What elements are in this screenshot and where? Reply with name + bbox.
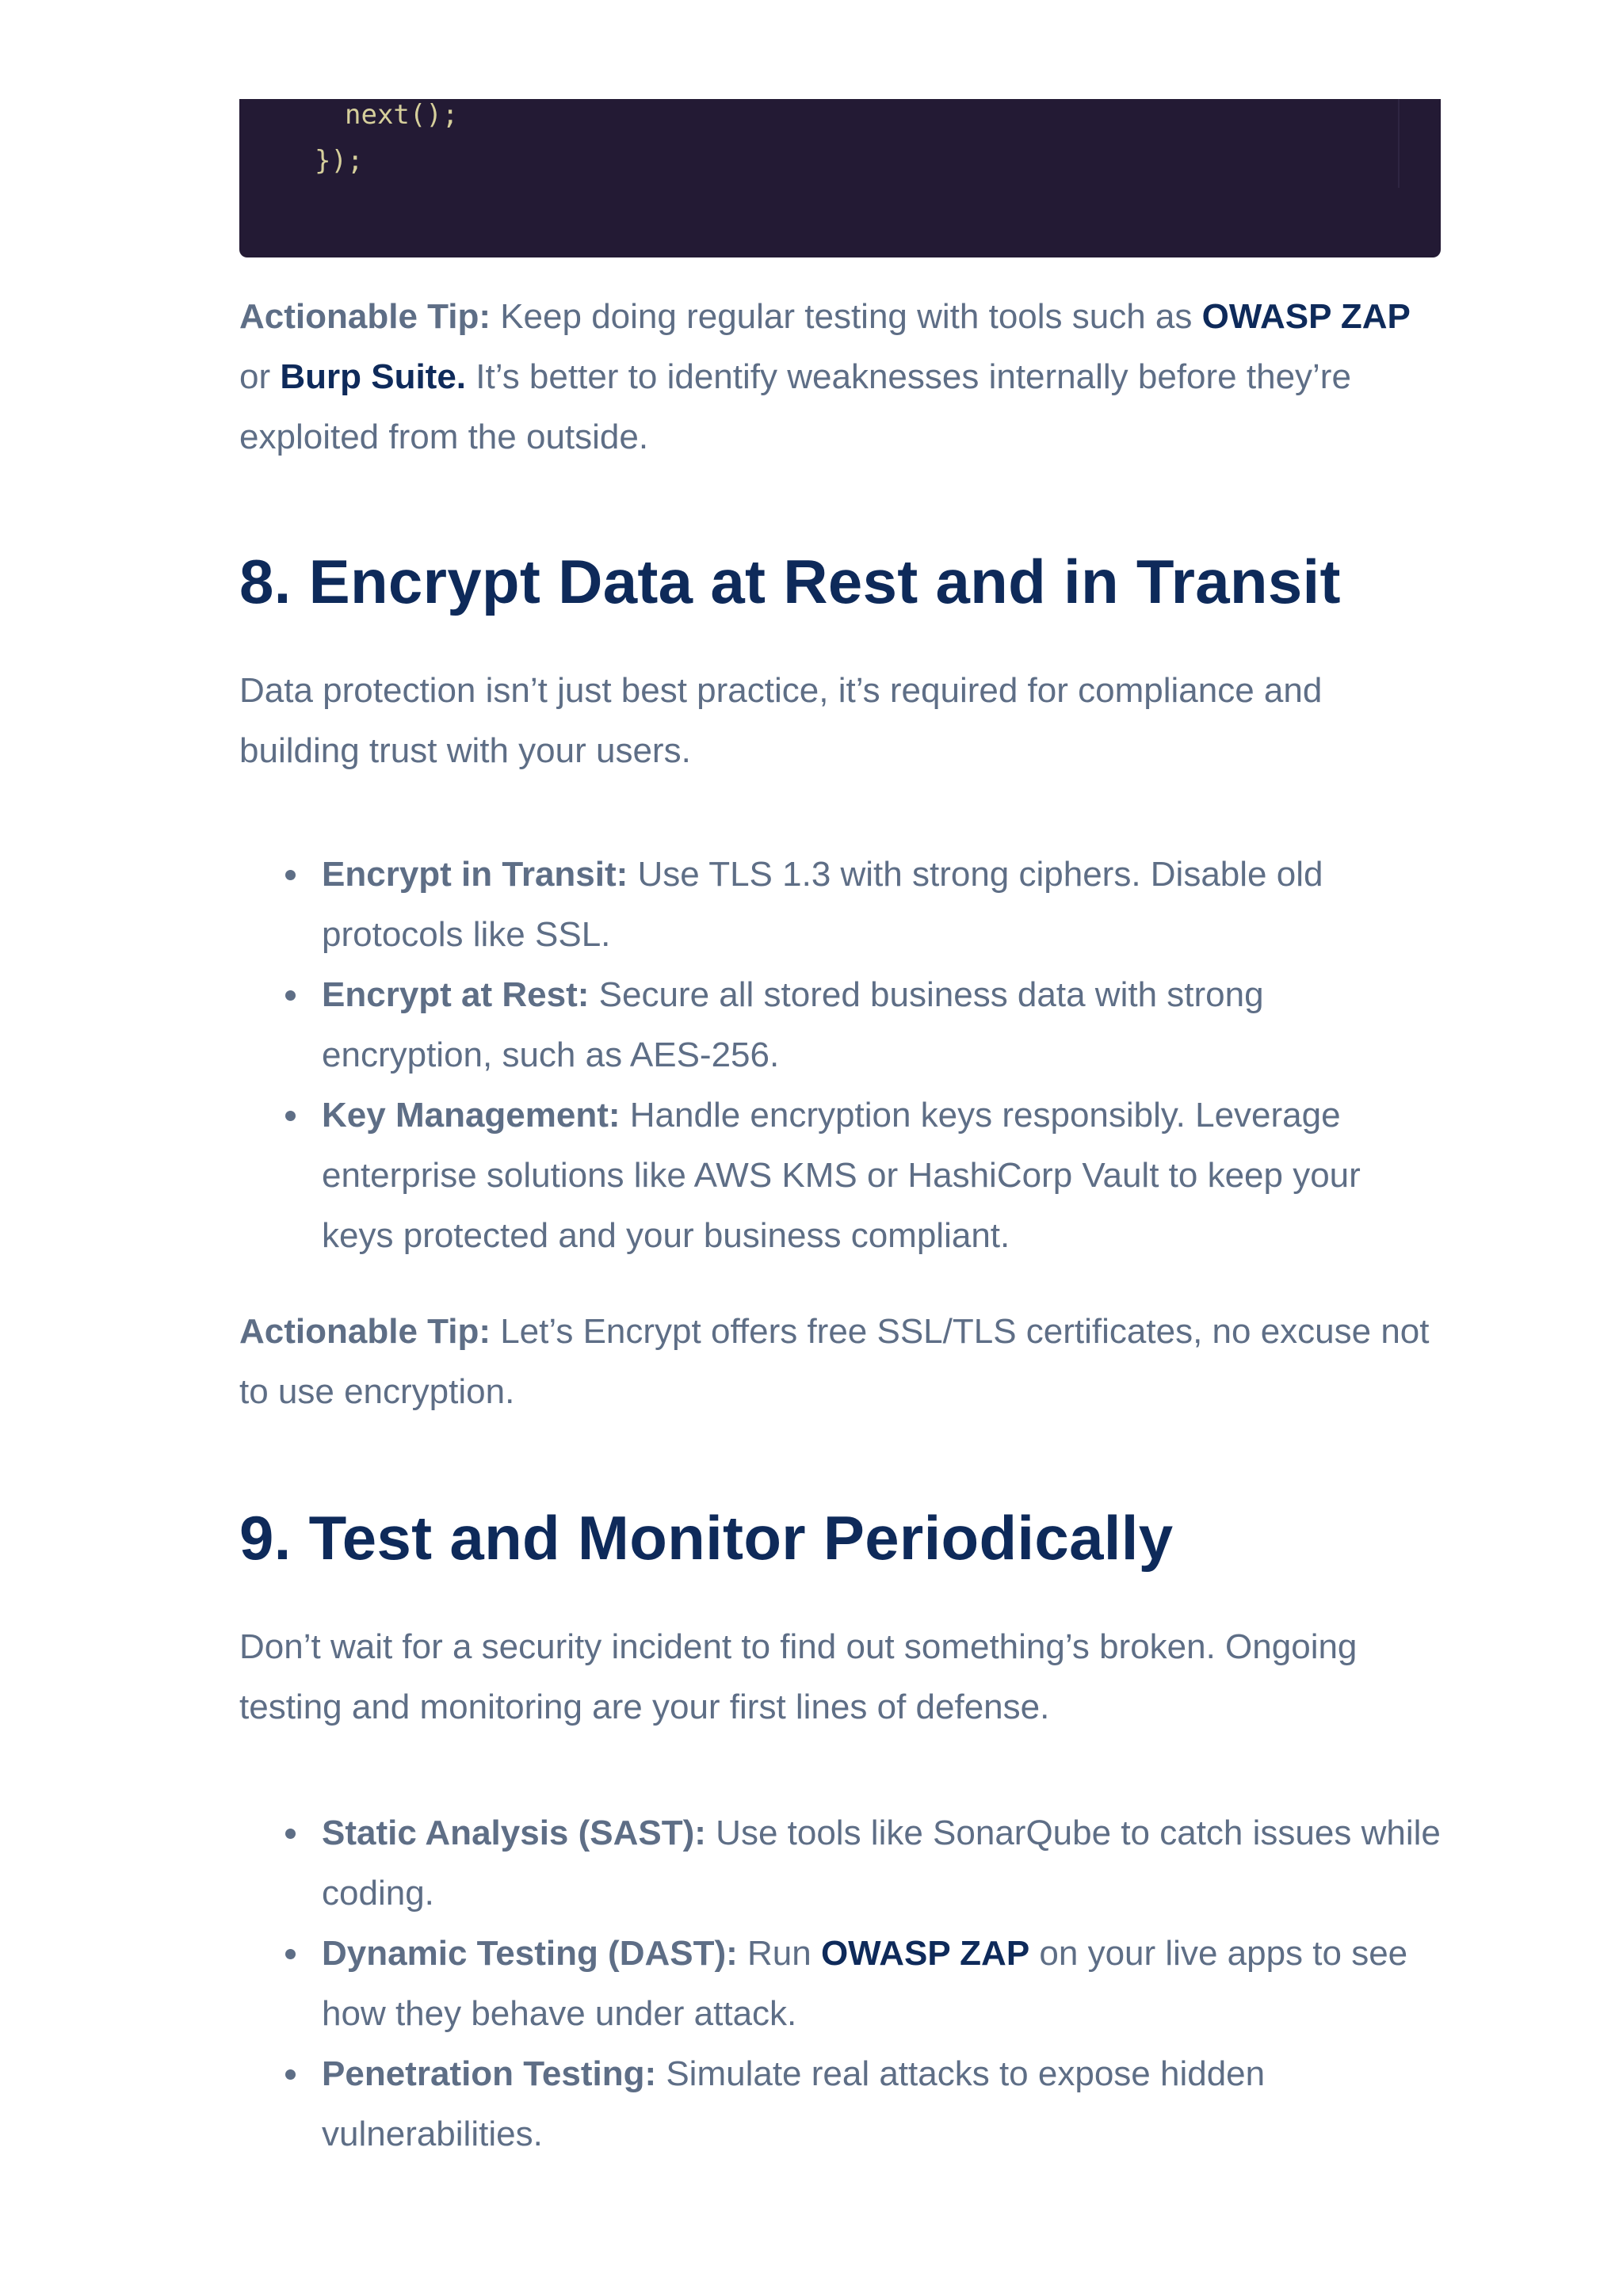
list-item-text: Use tools like SonarQube to catch issues while coding. (322, 1814, 1441, 1913)
bullet-icon (285, 990, 296, 1001)
bullet-icon (285, 870, 296, 880)
actionable-tip-paragraph (239, 1302, 1441, 1422)
list-item-term: Key Management: (322, 1096, 621, 1135)
tip-text: It’s better to identify weaknesses internally before they’re exploited from the outside. (239, 357, 1351, 456)
list-item-term: Static Analysis (SAST): (322, 1814, 706, 1852)
list-item-term: Penetration Testing: (322, 2054, 657, 2093)
tip-label: Actionable Tip: (239, 297, 491, 336)
list-item-term: Dynamic Testing (DAST): (322, 1934, 738, 1973)
section-heading-8: 8. Encrypt Data at Rest and in Transit (239, 547, 1341, 616)
brand-burp-suite: Burp Suite. (280, 357, 467, 396)
brand-owasp-zap: OWASP ZAP (820, 1934, 1030, 1973)
actionable-tip-paragraph (239, 287, 1441, 467)
bullet-icon (285, 1111, 296, 1121)
list-item-term: Encrypt at Rest: (322, 975, 590, 1014)
list-item (239, 1924, 1441, 2044)
bullet-icon (285, 1949, 296, 1959)
tip-text: or (239, 357, 281, 396)
list-item (239, 1085, 1441, 1266)
tip-text: Keep doing regular testing with tools such as (490, 297, 1202, 336)
section-intro: Don’t wait for a security incident to find out something’s broken. Ongoing testing and monitoring are your first lines of defense. (239, 1627, 1358, 1726)
list-item (239, 1803, 1441, 1924)
tip-label: Actionable Tip: (239, 1312, 491, 1351)
list-item-text: on your live apps to see how they behave under attack. (322, 1934, 1408, 2033)
list-item (239, 845, 1441, 965)
list-item-text: Secure all stored business data with strong encryption, such as AES-256. (322, 975, 1264, 1074)
tip-text: Let’s Encrypt offers free SSL/TLS certificates, no excuse not to use encryption. (239, 1312, 1430, 1411)
list-item-term: Encrypt in Transit: (322, 855, 628, 894)
list-item-text: Simulate real attacks to expose hidden vulnerabilities. (322, 2054, 1266, 2153)
list-item-text: Use TLS 1.3 with strong ciphers. Disable old protocols like SSL. (322, 855, 1323, 954)
code-line: next(); (345, 99, 459, 131)
section-heading-9: 9. Test and Monitor Periodically (239, 1503, 1174, 1573)
testing-list (239, 1803, 1441, 2164)
code-line: }); (315, 145, 364, 177)
brand-owasp-zap: OWASP ZAP (1201, 297, 1411, 336)
encryption-list (239, 845, 1441, 1266)
list-item (239, 965, 1441, 1085)
list-item (239, 2044, 1441, 2164)
bullet-icon (285, 2069, 296, 2080)
bullet-icon (285, 1829, 296, 1839)
code-scrollbar[interactable] (1398, 99, 1400, 188)
list-item-text: Run (737, 1934, 821, 1973)
code-block (239, 99, 1441, 257)
section-intro: Data protection isn’t just best practice, it’s required for compliance and building trust with your users. (239, 671, 1323, 770)
list-item-text: Handle encryption keys responsibly. Leverage enterprise solutions like AWS KMS or HashiCorp Vault to keep your keys protected and your business compliant. (322, 1096, 1361, 1255)
